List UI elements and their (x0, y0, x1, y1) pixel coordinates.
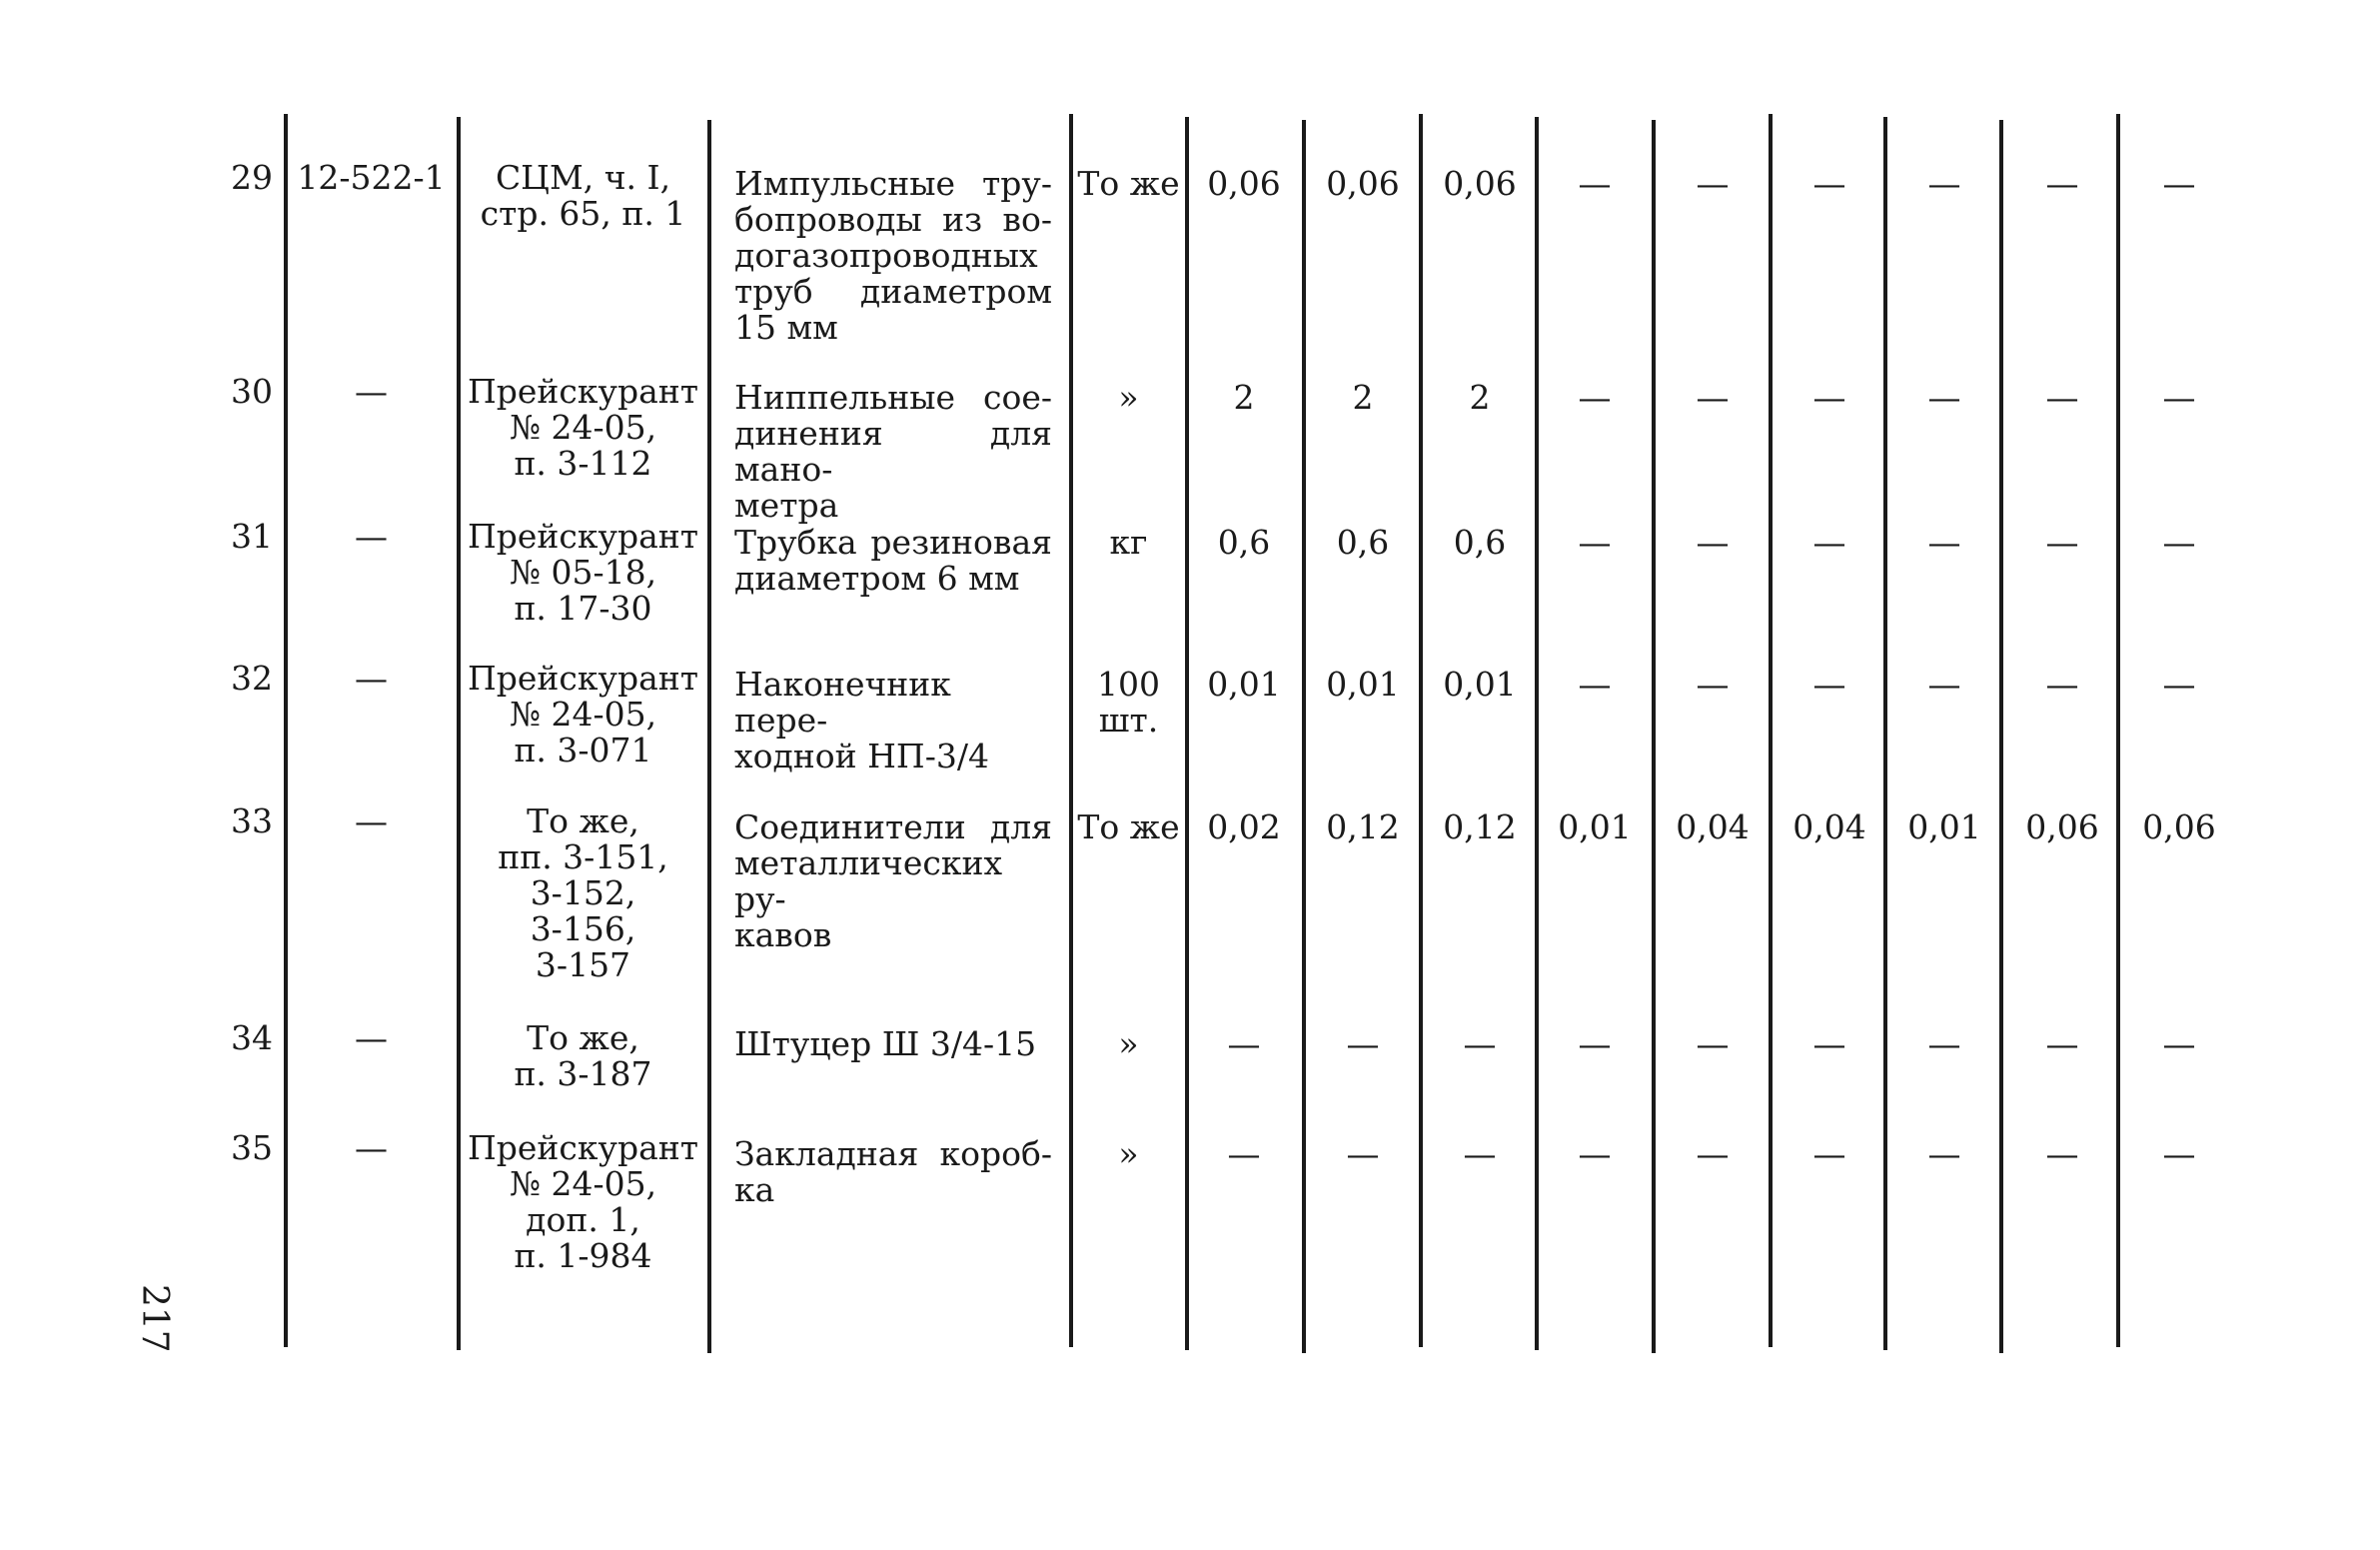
description-line: динения для мано- (734, 414, 1052, 489)
row-value: 0,06 (2025, 807, 2099, 846)
reference-line: п. 17-30 (514, 589, 652, 628)
description-line: Соединители для (734, 807, 1052, 846)
row-code: — (355, 517, 388, 556)
column-rule (1999, 120, 2003, 1353)
row-value: 0,06 (2142, 807, 2216, 846)
reference-line: 3-156, (530, 909, 636, 948)
reference-line: То же, (527, 1018, 639, 1057)
row-value: 2 (1352, 378, 1374, 417)
row-value: — (1578, 665, 1612, 704)
row-value: 0,01 (1558, 807, 1632, 846)
row-value: — (1463, 1024, 1497, 1063)
row-value: — (2162, 164, 2196, 203)
row-reference (464, 160, 702, 232)
row-value: 0,01 (1443, 665, 1517, 704)
page-number: 217 (134, 1284, 175, 1353)
row-number: 35 (231, 1128, 273, 1167)
column-rule (1769, 114, 1773, 1347)
description-line: ходной НП-3/4 (734, 737, 989, 775)
column-rule (1419, 114, 1423, 1347)
description-line: труб диаметром (734, 272, 1052, 311)
row-code: — (355, 801, 388, 840)
unit-line: » (1118, 1134, 1139, 1173)
reference-line: 3-152, (530, 873, 636, 912)
row-value: — (2162, 378, 2196, 417)
row-value: — (1578, 164, 1612, 203)
row-value: — (2045, 164, 2079, 203)
unit-line: 100 (1097, 665, 1160, 704)
row-value: — (2162, 1134, 2196, 1173)
row-value: — (1227, 1134, 1261, 1173)
row-value: — (1812, 164, 1846, 203)
column-rule (1652, 120, 1656, 1353)
row-unit (1073, 809, 1184, 845)
row-value: — (1927, 1024, 1961, 1063)
row-value: — (1696, 1024, 1730, 1063)
row-description (734, 525, 1052, 597)
row-reference (464, 1130, 702, 1274)
row-reference (464, 803, 702, 983)
row-value: 0,06 (1207, 164, 1281, 203)
description-line: Трубка резиновая (734, 523, 1052, 562)
row-value: — (1812, 1024, 1846, 1063)
column-rule (1302, 120, 1306, 1353)
row-code: — (355, 659, 388, 698)
description-line: Импульсные тру- (734, 164, 1052, 203)
row-value: 2 (1233, 378, 1255, 417)
row-value: — (1578, 1134, 1612, 1173)
row-code: — (355, 1018, 388, 1057)
row-value: — (1927, 1134, 1961, 1173)
row-reference (464, 519, 702, 627)
row-value: — (1463, 1134, 1497, 1173)
row-description (734, 1136, 1052, 1208)
row-unit (1073, 667, 1184, 739)
reference-line: п. 3-187 (514, 1054, 652, 1093)
row-value: — (2162, 665, 2196, 704)
row-value: 0,01 (1907, 807, 1981, 846)
row-reference (464, 1020, 702, 1092)
row-value: 0,12 (1326, 807, 1400, 846)
reference-line: То же, (527, 801, 639, 840)
row-value: — (1346, 1024, 1380, 1063)
unit-line: То же (1077, 164, 1180, 203)
description-line: 15 мм (734, 308, 838, 347)
row-value: — (1927, 665, 1961, 704)
reference-line: СЦМ, ч. I, (495, 158, 671, 197)
reference-line: доп. 1, (526, 1200, 640, 1239)
row-value: 0,04 (1676, 807, 1750, 846)
unit-line: » (1118, 1024, 1139, 1063)
reference-line: № 05-18, (509, 553, 657, 592)
reference-line: Прейскурант (468, 1128, 698, 1167)
description-line: диаметром 6 мм (734, 559, 1020, 598)
row-value: — (2045, 1024, 2079, 1063)
row-value: — (1927, 164, 1961, 203)
row-value: — (2045, 523, 2079, 562)
row-number: 34 (231, 1018, 273, 1057)
row-value: — (1812, 523, 1846, 562)
row-value: 0,12 (1443, 807, 1517, 846)
row-value: — (1696, 523, 1730, 562)
row-number: 32 (231, 659, 273, 698)
description-line: догазопроводных (734, 236, 1038, 275)
row-unit (1073, 166, 1184, 202)
row-value: — (1578, 378, 1612, 417)
row-value: — (1927, 378, 1961, 417)
unit-line: То же (1077, 807, 1180, 846)
reference-line: п. 1-984 (514, 1236, 652, 1275)
row-value: — (1927, 523, 1961, 562)
description-line: ка (734, 1170, 775, 1209)
row-description (734, 667, 1052, 775)
row-value: — (1696, 378, 1730, 417)
reference-line: 3-157 (535, 945, 631, 984)
row-description (734, 809, 1052, 953)
row-code: — (355, 372, 388, 411)
row-value: 0,06 (1443, 164, 1517, 203)
row-code: — (355, 1128, 388, 1167)
description-line: металлических ру- (734, 843, 1003, 918)
row-number: 30 (231, 372, 273, 411)
row-description (734, 166, 1052, 346)
row-value: 0,02 (1207, 807, 1281, 846)
description-line: бопроводы из во- (734, 200, 1052, 239)
row-value: — (1812, 378, 1846, 417)
row-value: 0,04 (1792, 807, 1866, 846)
row-unit (1073, 1136, 1184, 1172)
row-value: — (2162, 1024, 2196, 1063)
row-unit (1073, 380, 1184, 416)
description-line: Ниппельные сое- (734, 378, 1052, 417)
row-value: — (1578, 1024, 1612, 1063)
row-description (734, 1026, 1052, 1062)
unit-line: » (1118, 378, 1139, 417)
reference-line: № 24-05, (509, 408, 657, 447)
row-value: — (1227, 1024, 1261, 1063)
reference-line: пп. 3-151, (498, 837, 668, 876)
reference-line: стр. 65, п. 1 (480, 194, 686, 233)
row-reference (464, 661, 702, 769)
row-value: — (2045, 1134, 2079, 1173)
reference-line: № 24-05, (509, 1164, 657, 1203)
row-value: — (1812, 1134, 1846, 1173)
row-value: — (1578, 523, 1612, 562)
description-line: Наконечник пере- (734, 665, 951, 740)
reference-line: Прейскурант (468, 517, 698, 556)
unit-line: кг (1109, 523, 1148, 562)
description-line: Штуцер Ш 3/4-15 (734, 1024, 1037, 1063)
row-value: — (2162, 523, 2196, 562)
row-value: — (1696, 665, 1730, 704)
row-unit (1073, 525, 1184, 561)
unit-line: шт. (1098, 701, 1159, 740)
description-line: кавов (734, 915, 832, 954)
row-value: 0,6 (1336, 523, 1390, 562)
row-value: — (1812, 665, 1846, 704)
row-reference (464, 374, 702, 482)
reference-line: Прейскурант (468, 372, 698, 411)
row-value: — (2045, 378, 2079, 417)
row-number: 33 (231, 801, 273, 840)
row-value: 2 (1469, 378, 1491, 417)
row-code: 12-522-1 (297, 158, 446, 197)
column-rule (284, 114, 288, 1347)
row-value: — (1696, 1134, 1730, 1173)
reference-line: п. 3-071 (514, 731, 652, 770)
row-description (734, 380, 1052, 524)
reference-line: № 24-05, (509, 695, 657, 734)
row-number: 29 (231, 158, 273, 197)
row-value: 0,01 (1207, 665, 1281, 704)
column-rule (1535, 117, 1539, 1350)
row-value: 0,01 (1326, 665, 1400, 704)
row-value: — (2045, 665, 2079, 704)
column-rule (707, 120, 711, 1353)
row-value: — (1346, 1134, 1380, 1173)
row-value: 0,06 (1326, 164, 1400, 203)
column-rule (457, 117, 461, 1350)
row-value: — (1696, 164, 1730, 203)
row-unit (1073, 1026, 1184, 1062)
description-line: метра (734, 486, 839, 525)
description-line: Закладная короб- (734, 1134, 1052, 1173)
row-value: 0,6 (1217, 523, 1271, 562)
reference-line: п. 3-112 (514, 444, 652, 483)
row-number: 31 (231, 517, 273, 556)
row-value: 0,6 (1453, 523, 1507, 562)
reference-line: Прейскурант (468, 659, 698, 698)
